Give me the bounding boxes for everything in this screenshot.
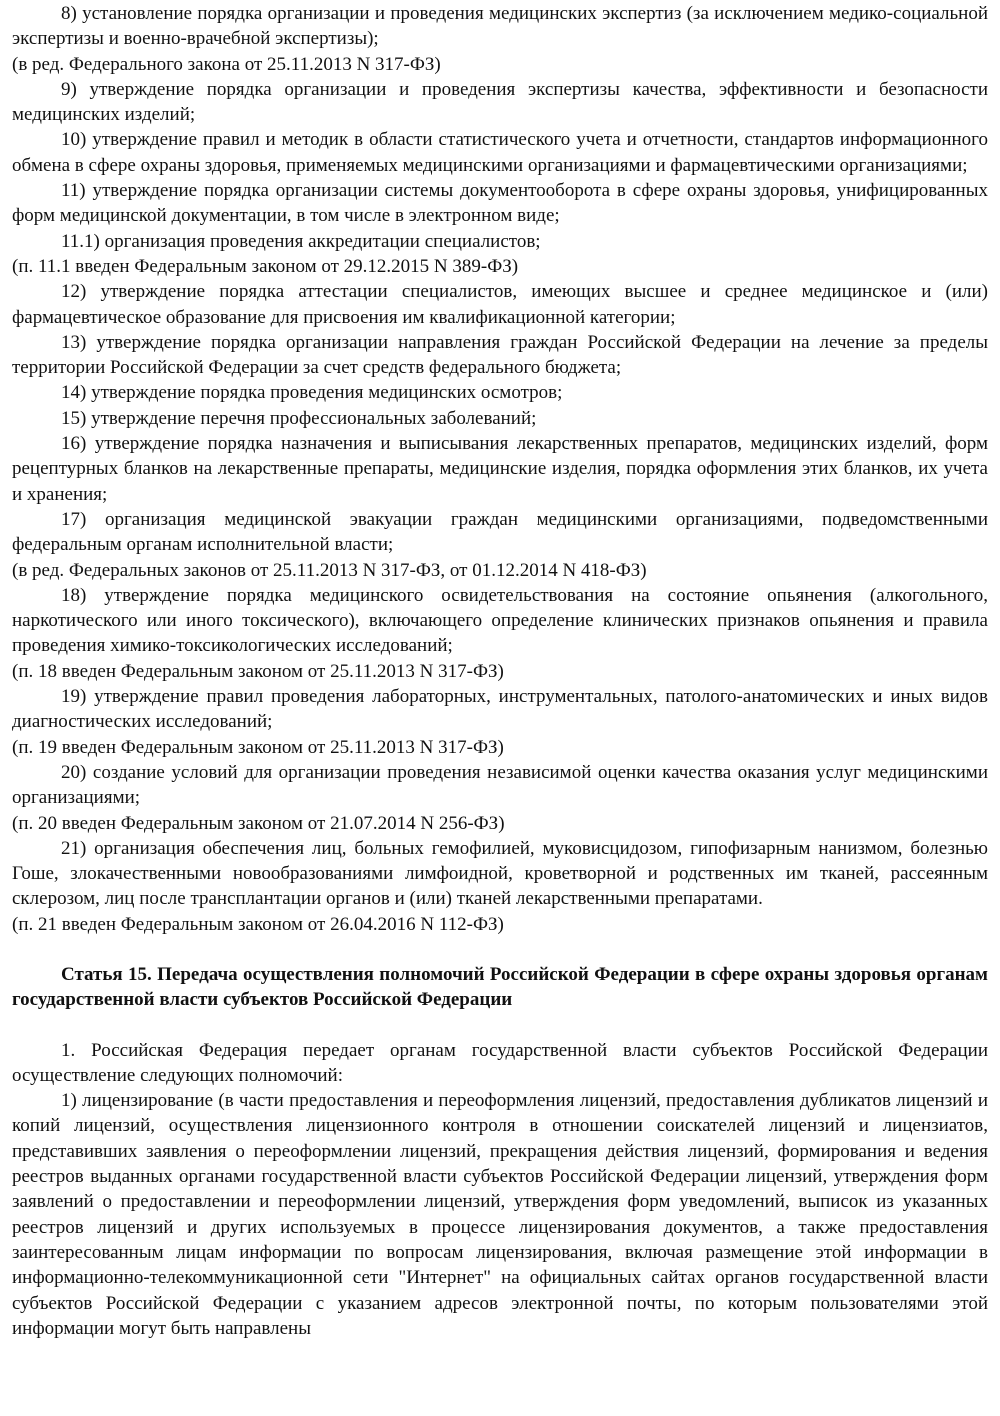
amendment-note: (п. 21 введен Федеральным законом от 26.04.2016 N 112-ФЗ) [12, 913, 504, 935]
paragraph: 12) утверждение порядка аттестации специалистов, имеющих высшее и среднее медицинское и (или) фармацевтическое образование для присвоения им квалификационной категории; [12, 281, 988, 328]
paragraph: 14) утверждение порядка проведения медицинских осмотров; [61, 382, 563, 404]
amendment-note: (п. 20 введен Федеральным законом от 21.07.2014 N 256-ФЗ) [12, 812, 505, 834]
paragraph: 1. Российская Федерация передает органам государственной власти субъектов Российской Федерации осуществление следующих полномочий: [12, 1039, 988, 1086]
paragraph: 11.1) организация проведения аккредитации специалистов; [61, 230, 541, 252]
amendment-note: (в ред. Федеральных законов от 25.11.2013 N 317-ФЗ, от 01.12.2014 N 418-ФЗ) [12, 559, 647, 581]
paragraph: 15) утверждение перечня профессиональных заболеваний; [61, 407, 537, 429]
article-heading: Статья 15. Передача осуществления полномочий Российской Федерации в сфере охраны здоровья органам государственной власти субъектов Российской Федерации [12, 963, 988, 1011]
paragraph: 16) утверждение порядка назначения и выписывания лекарственных препаратов, медицинских изделий, форм рецептурных бланков на лекарственные препараты, медицинские изделия, порядка оформления этих бланков, их учета и хранения; [12, 433, 988, 505]
amendment-note: (п. 11.1 введен Федеральным законом от 29.12.2015 N 389-ФЗ) [12, 255, 519, 277]
paragraph: 8) установление порядка организации и проведения медицинских экспертиз (за исключением медико-социальной экспертизы и военно-врачебной экспертизы); [12, 3, 988, 50]
paragraph: 9) утверждение порядка организации и проведения экспертизы качества, эффективности и безопасности медицинских изделий; [12, 78, 988, 126]
paragraph: 21) организация обеспечения лиц, больных гемофилией, муковисцидозом, гипофизарным нанизмом, болезнью Гоше, злокачественными новообразованиями лимфоидной, кроветворной и родственных им тканей, рассеянным склерозом, лиц после трансплантации органов и (или) тканей лекарственными препаратами. [12, 837, 988, 910]
paragraph: 13) утверждение порядка организации направления граждан Российской Федерации на лечение за пределы территории Российской Федерации за счет средств федерального бюджета; [12, 331, 988, 379]
amendment-note: (п. 18 введен Федеральным законом от 25.11.2013 N 317-ФЗ) [12, 660, 504, 682]
paragraph: 18) утверждение порядка медицинского освидетельствования на состояние опьянения (алкогольного, наркотического или иного токсического), включающего определение клинических признаков опьянения и правила проведения химико-токсикологических исследований; [12, 584, 988, 657]
paragraph: 10) утверждение правил и методик в области статистического учета и отчетности, стандартов информационного обмена в сфере охраны здоровья, применяемых медицинскими организациями и фармацевтическими организациями; [12, 129, 988, 176]
paragraph: 11) утверждение порядка организации системы документооборота в сфере охраны здоровья, унифицированных форм медицинской документации, в том числе в электронном виде; [12, 180, 988, 227]
paragraph: 17) организация медицинской эвакуации граждан медицинскими организациями, подведомственными федеральным органам исполнительной власти; [12, 508, 988, 556]
amendment-note: (п. 19 введен Федеральным законом от 25.11.2013 N 317-ФЗ) [12, 736, 504, 758]
paragraph: 19) утверждение правил проведения лабораторных, инструментальных, патолого-анатомических и иных видов диагностических исследований; [12, 686, 988, 733]
paragraph: 20) создание условий для организации проведения независимой оценки качества оказания услуг медицинскими организациями; [12, 761, 988, 809]
amendment-note: (в ред. Федерального закона от 25.11.2013 N 317-ФЗ) [12, 53, 441, 75]
paragraph: 1) лицензирование (в части предоставления и переоформления лицензий, предоставления дубликатов лицензий и копий лицензий, осуществления лицензионного контроля в отношении соискателей лицензий и лицензиатов, представивших заявления о переоформлении лицензий, прекращения действия лицензий, формирования и ведения реестров выданных органами государственной власти субъектов Российской Федерации лицензий, утверждения форм заявлений о предоставлении и переоформлении лицензий, утверждения форм уведомлений, выписок из указанных реестров лицензий и других используемых в процессе лицензирования документов, а также предоставления заинтересованным лицам информации по вопросам лицензирования, включая размещение этой информации в информационно-телекоммуникационной сети "Интернет" на официальных сайтах органов государственной власти субъектов Российской Федерации с указанием адресов электронной почты, по которым пользователями этой информации могут быть направлены [12, 1090, 988, 1339]
document-page [12, 1, 988, 1341]
